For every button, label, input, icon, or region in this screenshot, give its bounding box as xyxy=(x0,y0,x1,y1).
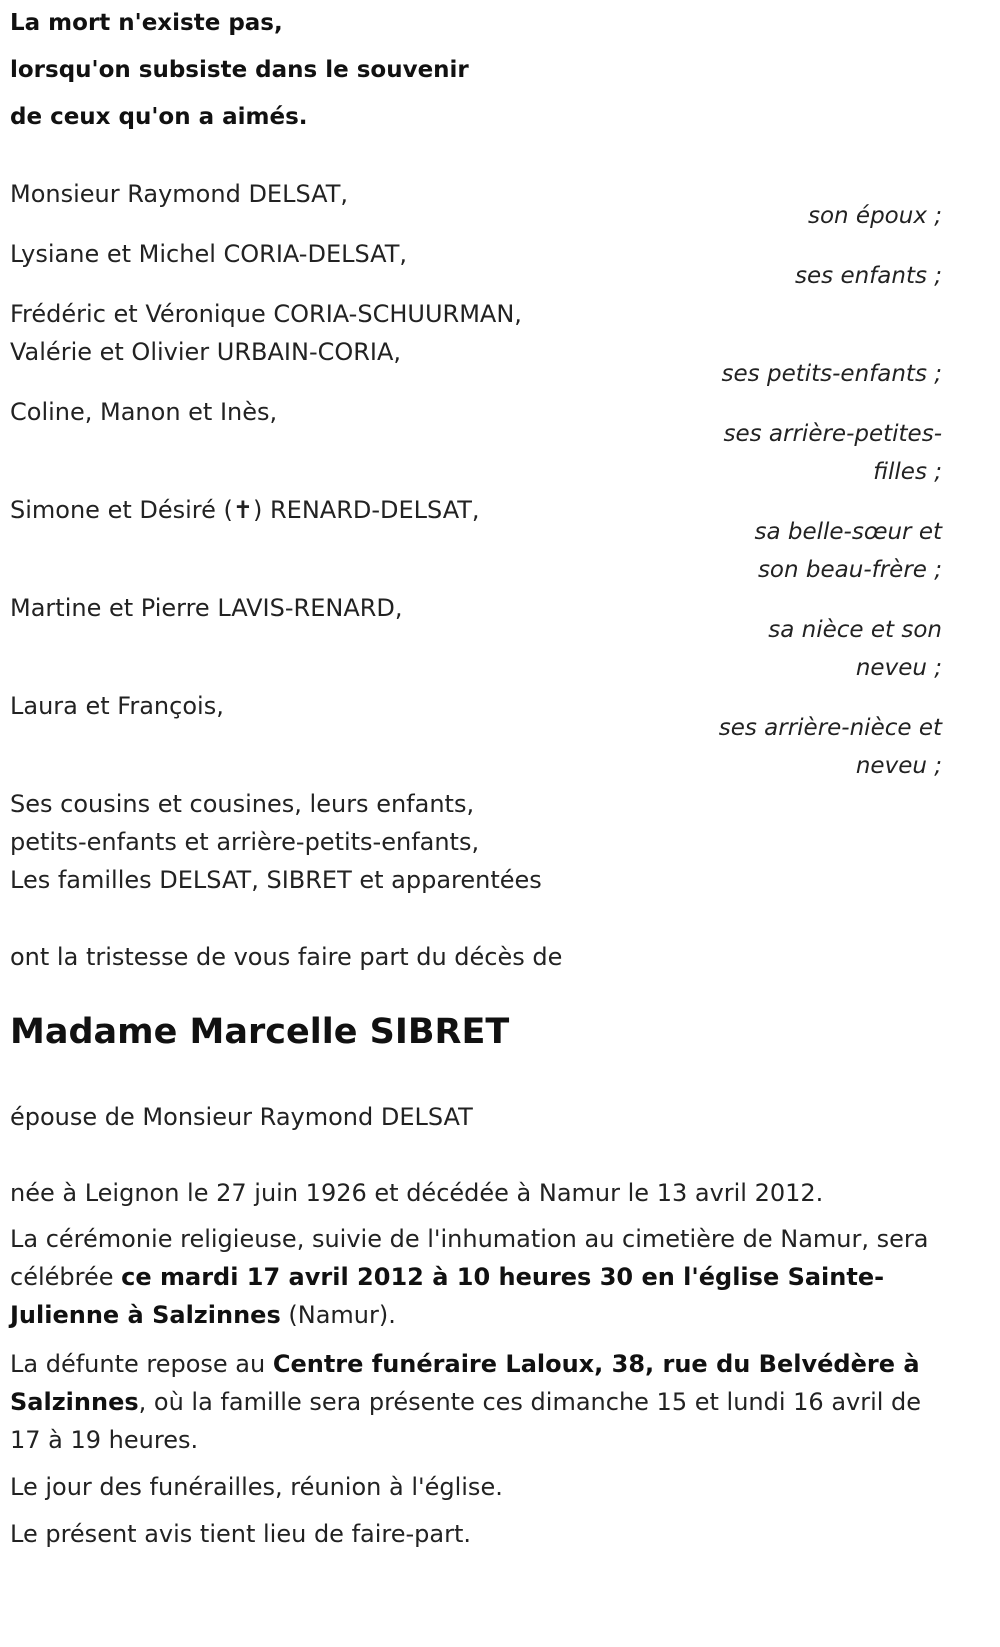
family-role: sa nièce et son xyxy=(768,617,942,643)
ceremony-paragraph xyxy=(10,1220,945,1334)
extended-family-line: petits-enfants et arrière-petits-enfants, xyxy=(10,828,480,856)
quote-line-2: lorsqu'on subsiste dans le souvenir xyxy=(10,57,469,83)
family-role: ses enfants ; xyxy=(795,263,942,289)
quote-line-3: de ceux qu'on a aimés. xyxy=(10,104,308,130)
family-name: Coline, Manon et Inès, xyxy=(10,398,278,426)
extended-family-line: Ses cousins et cousines, leurs enfants, xyxy=(10,790,475,818)
announcement: ont la tristesse de vous faire part du décès de xyxy=(10,943,563,971)
rest-text: La défunte repose au xyxy=(10,1350,273,1378)
family-name: Simone et Désiré (✝) RENARD-DELSAT, xyxy=(10,496,480,524)
ceremony-text: La cérémonie religieuse, suivie de l'inhumation au cimetière de Namur, sera célébrée xyxy=(10,1225,929,1291)
rest-paragraph xyxy=(10,1345,945,1459)
family-role: sa belle-sœur et xyxy=(754,519,942,545)
ceremony-date-place: ce mardi 17 avril 2012 à 10 heures 30 en l'église Sainte-Julienne à Salzinnes xyxy=(10,1263,885,1329)
ceremony-text-end: (Namur). xyxy=(280,1301,396,1329)
family-role: filles ; xyxy=(873,459,942,485)
extended-family-line: Les familles DELSAT, SIBRET et apparentées xyxy=(10,866,542,894)
family-role: neveu ; xyxy=(855,655,942,681)
notice-line: Le présent avis tient lieu de faire-part. xyxy=(10,1520,472,1548)
family-name: Frédéric et Véronique CORIA-SCHUURMAN, xyxy=(10,300,522,328)
family-role: ses arrière-nièce et xyxy=(718,715,942,741)
birth-death-dates: née à Leignon le 27 juin 1926 et décédée à Namur le 13 avril 2012. xyxy=(10,1179,824,1207)
quote-line-1: La mort n'existe pas, xyxy=(10,10,283,36)
family-role: neveu ; xyxy=(855,753,942,779)
family-name: Monsieur Raymond DELSAT, xyxy=(10,180,348,208)
rest-text-end: , où la famille sera présente ces dimanche 15 et lundi 16 avril de 17 à 19 heures. xyxy=(10,1388,922,1454)
family-role: ses petits-enfants ; xyxy=(721,361,942,387)
deceased-name: Madame Marcelle SIBRET xyxy=(10,1012,510,1052)
family-role: son beau-frère ; xyxy=(757,557,942,583)
family-role: ses arrière-petites- xyxy=(723,421,942,447)
family-name: Martine et Pierre LAVIS-RENARD, xyxy=(10,594,403,622)
funeral-center-address: Centre funéraire Laloux, 38, rue du Belvédère à Salzinnes xyxy=(10,1350,920,1416)
family-name: Laura et François, xyxy=(10,692,224,720)
family-name: Lysiane et Michel CORIA-DELSAT, xyxy=(10,240,407,268)
family-name: Valérie et Olivier URBAIN-CORIA, xyxy=(10,338,402,366)
funeral-day-note: Le jour des funérailles, réunion à l'église. xyxy=(10,1473,503,1501)
spouse-line: épouse de Monsieur Raymond DELSAT xyxy=(10,1103,473,1131)
family-role: son époux ; xyxy=(807,203,942,229)
